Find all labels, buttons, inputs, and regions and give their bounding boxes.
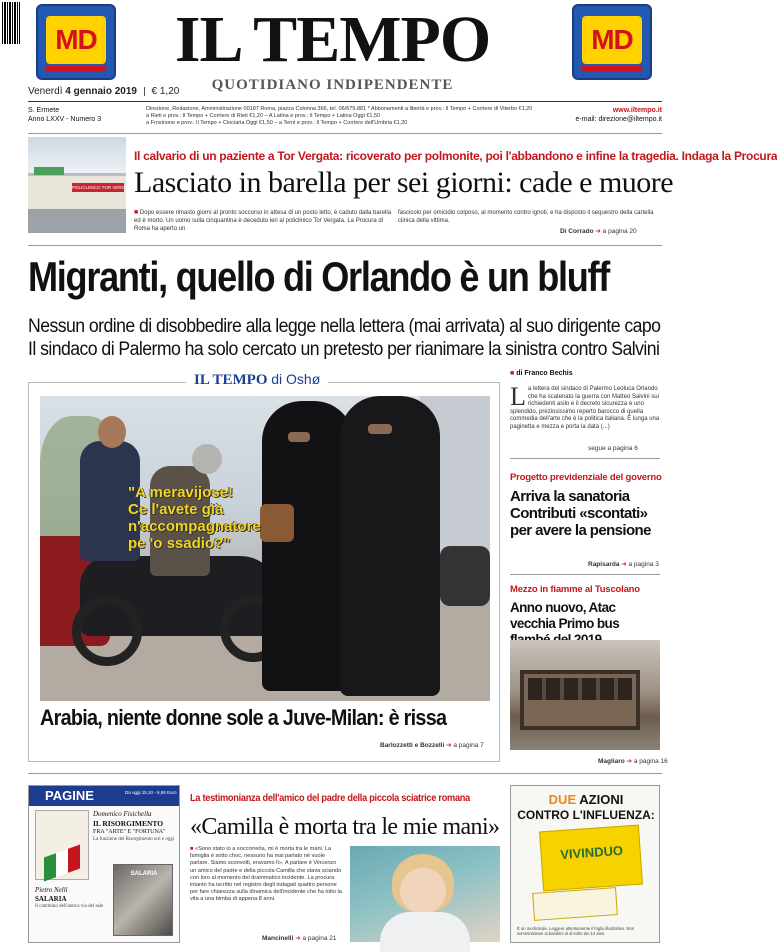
imprint-line: Direzione, Redazione, Amministrazione 00187 Roma, piazza Colonna 366, tel. 06/675.881 * Abbonamenti a libertà e prov.: Il Tempo + Corriere di Viterbo €1,20 [146,106,533,112]
book1-cover [35,810,89,880]
arrow-icon: ➔ [626,758,632,765]
ad-product-box [539,825,643,892]
book1-note: La funzione del Risorgimento ieri e oggi [93,837,175,842]
hospital-photo [28,137,134,233]
book1-title: IL RISORGIMENTO [93,819,164,828]
column-byline: ■ di Franco Bechis [510,370,573,377]
teaser-body-text: fascicolo per omicidio colposo, al momento contro ignoti, e ha disposto il sequestro della cartella clinica della vittima. [398,210,654,224]
bus-fire-photo [510,640,660,750]
column-text: a lettera del sindaco di Palermo Leoluca Orlando che ha scatenato la guerra con Matteo Salvini sui richiedenti asilo e il decreto sicurezza è uno splendido, preziosissimo reperto barocco di quella commedia dell'arte che è la politica italiana. È lunga una paginetta e mezza e porta la data (...) [510,386,660,430]
pension-headline[interactable]: Arriva la sanatoria Contributi «scontati» per avere la pensione [510,488,651,539]
book2-cover-title: SALARIA [130,871,158,877]
date-value: 4 gennaio 2019 [65,86,137,97]
section-rule [28,133,662,134]
camilla-author: Mancinelli [262,935,294,942]
bus-headline[interactable]: Anno nuovo, Atac vecchia Primo bus [510,600,620,631]
column-author: di Franco Bechis [516,370,573,377]
arrow-icon: ➔ [295,935,301,942]
quote-line: pe 'o ssadio?" [128,535,231,552]
masthead-rule [28,101,662,102]
column-dropcap: L [510,382,526,411]
vivinduo-ad[interactable] [510,785,660,943]
imprint-line: a Rieti e prov.: Il Tempo + Corriere di Rieti €1,20 – A Latina e prov.: Il Tempo + Latina Oggi €1,50 [146,113,381,119]
price: € 1,20 [151,86,180,97]
teaser-ref[interactable] [560,227,637,235]
md-logo-text: MD [46,16,106,64]
pagine-label: PAGINE [45,788,94,803]
ad-headline [511,792,661,807]
bus-author: Magliaro [598,758,625,765]
quote-line: "A meravijose! [128,484,233,501]
teaser-body-text: Dopo essere rimasto giorni al pronto soccorso in attesa di un posto letto, è caduto dalla barella ed è morto. Un uomo sulla cinquantina è deceduto ieri al policlinico Tor Vergata. La Procura di Roma ha aperto un [134,210,392,232]
arrow-icon: ➔ [446,742,452,749]
teaser-body-right [398,209,656,225]
md-logo-strip [582,66,642,72]
column-rule [510,574,660,575]
arrow-icon: ➔ [595,228,601,235]
issue-number: Anno LXXV - Numero 3 [28,116,102,123]
section-rule [28,773,662,774]
camilla-ref[interactable] [262,934,337,942]
contact-info [562,106,662,124]
masthead-subtitle: QUOTIDIANO INDIPENDENTE [211,77,454,93]
dateline [28,86,179,97]
section-brand-suffix: di Oshø [271,371,321,387]
saint-of-day: S. Ermete [28,107,60,114]
photo-story-page: a pagina 7 [453,742,484,749]
issue-info [28,106,138,124]
photo-quote [128,484,261,552]
teaser-page: a pagina 20 [602,228,637,235]
book2-info [35,886,105,910]
column-body [510,382,660,432]
main-subheadline-2: Il sindaco di Palermo ha solo cercato un pretesto per rianimare la sinistra contro Salvini [28,339,660,360]
pagine-tagline: Da oggi 15,10 - 6,99 Euro [125,790,177,795]
pagine-header [29,786,179,806]
camilla-body-text: «Sono stato io a soccorrerla, mi è morta tra le mani. La famiglia è sotto choc, nessuno ha mai parlato né vuole parlare. Siamo sconvolti, eravamo lì». A parlare è Vincenzo un amico del padre e della piccola Camilla che stava sciando con loro al momento del drammatico incidente. La procura intanto ha iscritto nel registro degli indagati quattro persone per fare chiarezza sulla dinamica dell'incidente che ha tolto la vita a una bimba di appena 8 anni. [190,846,342,903]
imprint [146,106,556,127]
pagine-ad[interactable] [28,785,180,943]
camilla-headline[interactable]: «Camilla è morta tra le mie mani» [190,814,500,840]
pension-kicker: Progetto previdenziale del governo [510,472,662,483]
md-logo-right[interactable] [572,4,652,80]
section-rule [28,245,662,246]
quote-line: Ce l'avete già [128,501,224,518]
book1-info [93,810,179,843]
pension-page: a pagina 3 [628,561,659,568]
column-rule [510,458,660,459]
ad-footnote: È un medicinale. Leggere attentamente il foglio illustrativo. Non somministrare ai bambini al di sotto dei 12 anni. [517,926,635,937]
book1-author: Domenico Fisichella [93,810,152,818]
main-subheadline-1: Nessun ordine di disobbedire alla legge nella lettera (mai arrivata) al suo dirigente capo [28,316,661,337]
imprint-line: a Frosinone e prov.: Il Tempo + Ciociaria Oggi €1,50 – a Terni e prov.: Il Tempo + Corriere dell'Umbria €1,20 [146,120,408,126]
main-headline[interactable]: Migranti, quello di Orlando è un bluff [28,253,610,300]
photo-story-headline[interactable]: Arabia, niente donne sole a Juve-Milan: è rissa [40,705,447,730]
bus-page: a pagina 16 [633,758,668,765]
bus-ref[interactable] [598,757,668,765]
photo-women-stadium [40,396,490,701]
teaser-kicker: Il calvario di un paziente a Tor Vergata: ricoverato per polmonite, poi l'abbandono e infine la tragedia. Indaga la Procura [134,149,777,163]
md-logo-strip [46,66,106,72]
pension-ref[interactable] [588,560,659,568]
camilla-body: ■ «Sono stato io a soccorrerla, mi è morta tra le mani. La famiglia è sotto choc, nessuno ha mai parlato né vuole parlare. Siamo sconvolti, eravamo lì». A parlare è Vincenzo un amico del padre e della piccola Camilla che stava sciando con loro al momento del drammatico incidente. La procura intanto ha iscritto nel registro degli indagati quattro persone per fare chiarezza sulla dinamica dell'incidente che ha tolto la vita a una bimba di appena 8 anni. [190,846,342,903]
md-logo-left[interactable] [36,4,116,80]
barcode [2,2,20,44]
ad-accent: DUE [548,792,577,807]
book2-cover [113,864,173,936]
ad-product-pack [532,887,618,921]
email-link[interactable]: e-mail: direzione@iltempo.it [575,116,662,123]
date-weekday: Venerdì [28,86,63,97]
teaser-body-left: ■ Dopo essere rimasto giorni al pronto soccorso in attesa di un posto letto, è caduto dalla barella ed è morto. Un uomo sulla cinquantina è deceduto ieri al policlinico Tor Vergata. La Procura di Roma ha aperto un [134,209,392,232]
photo-story-ref[interactable] [380,741,484,749]
book2-author: Pietro Nelli [35,886,68,894]
pension-author: Rapisarda [588,561,620,568]
camilla-photo [350,846,500,942]
ad-line1: AZIONI [579,792,624,807]
arrow-icon: ➔ [621,561,627,568]
book2-note: Il cammino dell'antica via del sale [35,904,104,909]
section-brand [186,371,328,389]
website-link[interactable]: www.iltempo.it [612,107,662,114]
md-logo-text: MD [582,16,642,64]
section-brand-name: IL TEMPO [194,372,268,388]
camilla-page: a pagina 21 [302,935,337,942]
masthead-title: IL TEMPO [174,3,491,76]
teaser-headline[interactable]: Lasciato in barella per sei giorni: cade e muore [134,166,674,199]
photo-story-authors: Barlozzetti e Bozzelli [380,742,445,749]
column-page: segue a pagina 6 [588,445,638,452]
ad-line2: CONTRO L'INFLUENZA: [517,808,655,822]
bus-kicker: Mezzo in fiamme al Tuscolano [510,584,640,595]
quote-line: n'accompagnatore [128,518,261,535]
ad-brand: VIVINDUO [559,842,624,863]
hospital-sign: POLICLINICO TOR VERGATA [72,185,134,190]
column-ref[interactable] [588,445,638,452]
teaser-author: Di Corrado [560,228,594,235]
book1-subtitle: FRA "ARTE" E "FORTUNA" [93,829,166,835]
book2-title: SALARIA [35,895,67,903]
camilla-kicker: La testimonianza dell'amico del padre della piccola sciatrice romana [190,793,470,804]
